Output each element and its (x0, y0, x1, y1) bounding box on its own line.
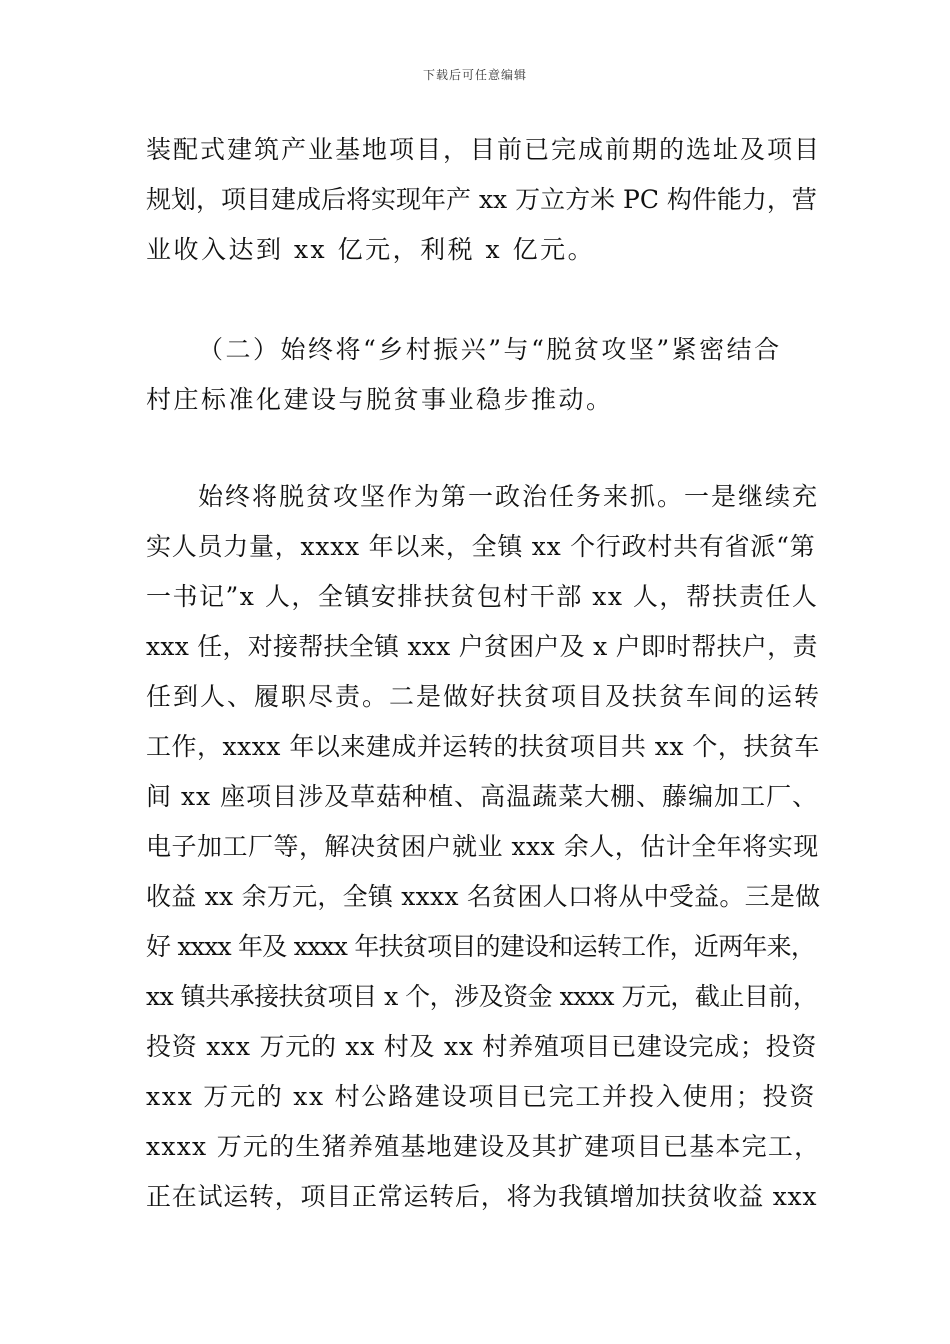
section-heading: （二）始终将“乡村振兴”与“脱贫攻坚”紧密结合 (198, 335, 782, 364)
text-line: 始终将脱贫攻坚作为第一政治任务来抓。一是继续充 (198, 482, 820, 511)
text-line: 任到人、履职尽责。二是做好扶贫项目及扶贫车间的运转 (146, 682, 822, 711)
text-line: 业收入达到 xx 亿元，利税 x 亿元。 (146, 235, 596, 264)
text-line: 装配式建筑产业基地项目，目前已完成前期的选址及项目 (146, 135, 822, 164)
text-line: 间 xx 座项目涉及草菇种植、高温蔬菜大棚、藤编加工厂、 (146, 782, 819, 811)
header-note: 下载后可任意编辑 (422, 68, 527, 82)
text-line: 规划，项目建成后将实现年产 xx 万立方米 PC 构件能力，营 (146, 185, 817, 214)
text-line: 实人员力量，xxxx 年以来，全镇 xx 个行政村共有省派“第 (146, 532, 816, 561)
text-line: xx 镇共承接扶贫项目 x 个，涉及资金 xxxx 万元，截止目前， (146, 982, 818, 1011)
text-line: 正在试运转，项目正常运转后，将为我镇增加扶贫收益 xxx (146, 1182, 818, 1211)
section-heading-continued: 村庄标准化建设与脱贫事业稳步推动。 (146, 385, 614, 414)
text-line: 投资 xxx 万元的 xx 村及 xx 村养殖项目已建设完成；投资 (146, 1032, 818, 1061)
text-line: 收益 xx 余万元，全镇 xxxx 名贫困人口将从中受益。三是做 (146, 882, 821, 911)
text-line: xxx 万元的 xx 村公路建设项目已完工并投入使用；投资 (146, 1082, 817, 1111)
text-line: 电子加工厂等，解决贫困户就业 xxx 余人，估计全年将实现 (146, 832, 819, 861)
text-line: 工作，xxxx 年以来建成并运转的扶贫项目共 xx 个，扶贫车 (146, 732, 820, 761)
text-line: 一书记”x 人，全镇安排扶贫包村干部 xx 人，帮扶责任人 (146, 582, 819, 611)
text-line: xxxx 万元的生猪养殖基地建设及其扩建项目已基本完工， (146, 1132, 821, 1161)
text-line: 好 xxxx 年及 xxxx 年扶贫项目的建设和运转工作，近两年来， (146, 932, 816, 961)
text-line: xxx 任，对接帮扶全镇 xxx 户贫困户及 x 户即时帮扶户，责 (146, 632, 818, 661)
